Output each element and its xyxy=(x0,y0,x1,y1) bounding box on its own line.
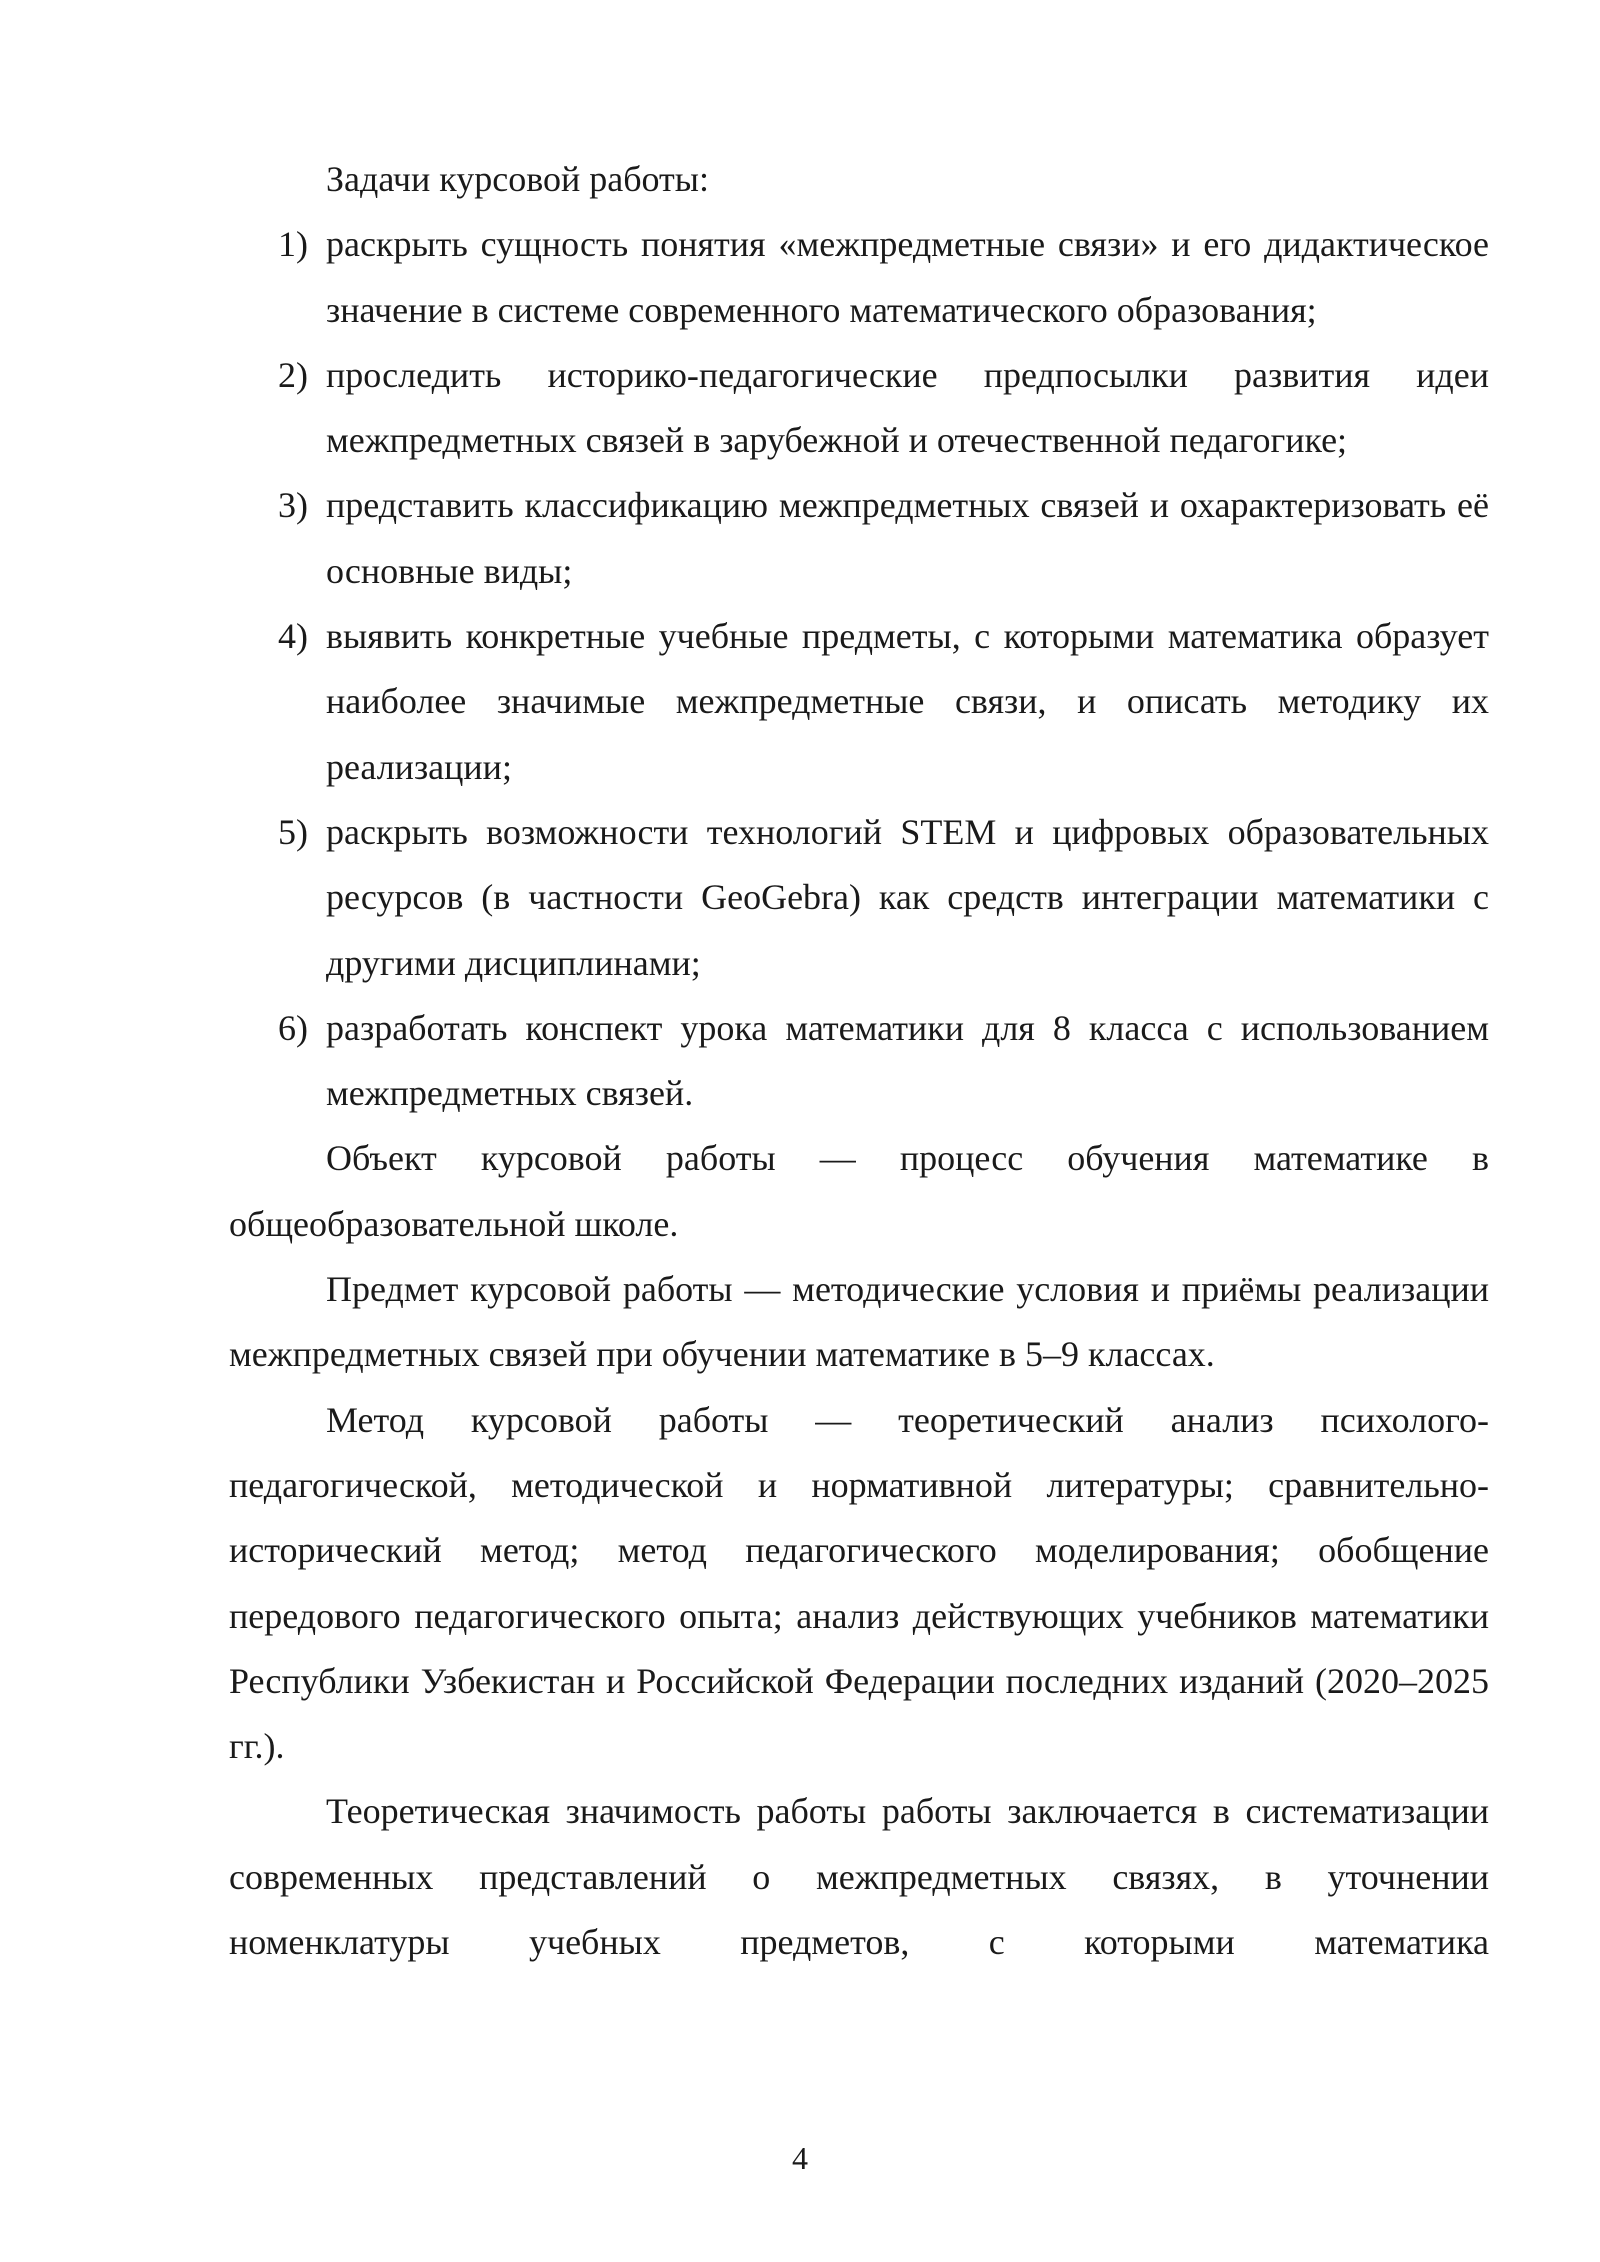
object-paragraph: Объект курсовой работы — процесс обучения математике в общеобразовательной школе. xyxy=(229,1138,1489,1244)
task-number: 5) xyxy=(278,811,308,852)
task-item xyxy=(229,473,1489,604)
page-number: 4 xyxy=(792,2140,808,2176)
significance-paragraph: Теоретическая значимость работы работы заключается в систематизации современных представлений о межпредметных связях, в уточнении номенклатуры учебных предметов, с которыми математика xyxy=(229,1791,1489,1963)
task-item xyxy=(229,212,1489,343)
subject-paragraph: Предмет курсовой работы — методические условия и приёмы реализации межпредметных связей при обучении математике в 5–9 классах. xyxy=(229,1269,1489,1375)
task-number: 4) xyxy=(278,616,308,657)
task-number: 1) xyxy=(278,224,308,265)
task-text: проследить историко-педагогические предпосылки развития идеи межпредметных связей в зарубежной и отечественной педагогике; xyxy=(326,354,1489,461)
tasks-heading: Задачи курсовой работы: xyxy=(326,159,709,199)
task-text: раскрыть сущность понятия «межпредметные связи» и его дидактическое значение в системе современного математического образования; xyxy=(326,224,1489,330)
task-text: выявить конкретные учебные предметы, с которыми математика образует наиболее значимые межпредметные связи, и описать методику их реализации; xyxy=(326,616,1489,787)
task-text: представить классификацию межпредметных связей и охарактеризовать её основные виды; xyxy=(326,485,1489,591)
task-item xyxy=(229,604,1489,800)
page-body xyxy=(229,147,1489,1975)
task-number: 6) xyxy=(278,1007,308,1048)
task-text: раскрыть возможности технологий STEM и цифровых образовательных ресурсов (в частности GeoGebra) как средств интеграции математики с другими дисциплинами; xyxy=(326,811,1489,983)
tasks-list xyxy=(229,212,1489,1126)
method-paragraph: Метод курсовой работы — теоретический анализ психолого-педагогической, методической и нормативной литературы; сравнительно-исторический метод; метод педагогического моделирования; обобщение передового педагогического опыта; анализ действующих учебников математики Республики Узбекистан и Российской Федерации последних изданий (2020–2025 гг.). xyxy=(229,1399,1489,1767)
task-number: 3) xyxy=(278,485,308,526)
task-item xyxy=(229,800,1489,996)
task-item xyxy=(229,343,1489,474)
task-number: 2) xyxy=(278,354,308,395)
task-text: разработать конспект урока математики для 8 класса с использованием межпредметных связей. xyxy=(326,1007,1489,1114)
task-item xyxy=(229,996,1489,1127)
